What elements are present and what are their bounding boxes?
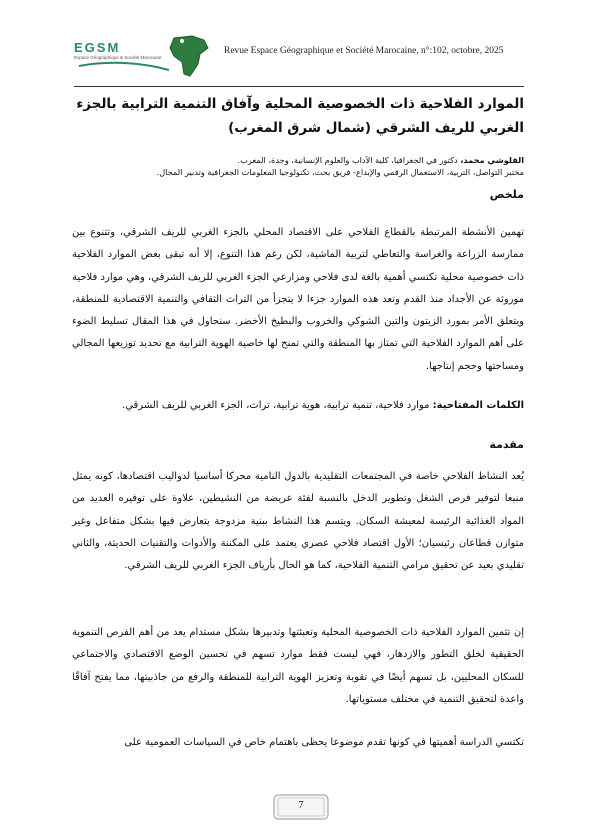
keywords [72, 400, 524, 411]
intro-paragraph-1: يُعد النشاط الفلاحي خاصة في المجتمعات التقليدية بالدول النامية محركا أساسيا لدواليب اقتصادها، كونه يمثل منبعا لتوفير فرص الشغل وتطوير الدخل بالنسبة لفئة عريضة من النشيطين، علاوة على توفيره العديد من المواد الغذائية الرئيسة لمعيشة السكان. ويتسم هذا النشاط ببنية مزدوجة يتعارض فيها بشكل متفاعل وغير متوازن قطاعان رئيسيان؛ الأول اقتصاد فلاحي عصري يعتمد على المكننة والأدوات والتقنيات الحديثة، والثاني تقليدي بعيد عن تحقيق مرامي التنمية الفلاحية، كما هو الحال بأرياف الجزء الغربي للريف الشرقي. [72, 471, 524, 572]
keywords-label: الكلمات المفتاحية: [432, 400, 524, 411]
abstract-text: تهمين الأنشطة المرتبطة بالقطاع الفلاحي على الاقتصاد المحلي بالجزء الغربي للريف الشرقي، وتتنوع بين ممارسة الزراعة والغراسة والتعاطي لتربية الماشية، لكن رغم هذا التنوع، إلا أنه تبقى بعض الموارد الفلاحية ذات خصوصية محلية تكتسي أهمية بالغة لدى فلاحي ومزارعي الجزء الغربي للريف الشرقي، وهي موارد فلاحية موروثة عن الأجداد منذ القدم وتعد هذه الموارد جزءا لا يتجزأ من التراث الثقافي والتنمية الاقتصادية للمنطقة، ويتعلق الأمر بمورد الزيتون والتين الشوكي والخروب والبطيخ الأخضر. سنحاول في هذا المقال تسليط الضوء على أهم الموارد الفلاحية التي تمتاز بها المنطقة والتي تمنح لها خاصية الهوية الترابية مع تحديد توزيعها المجالي ومساحتها وحجم إنتاجها. [72, 227, 524, 372]
article-title: الموارد الفلاحية ذات الخصوصية المحلية وآفاق التنمية الترابية بالجزء الغربي للريف الشرقي (شمال شرق المغرب) [76, 96, 524, 136]
page-header [74, 24, 524, 86]
journal-logo [74, 30, 219, 82]
logo-subtitle: Espace Géographique & Société Marocaine [74, 55, 162, 60]
author-lab: مختبر التواصل، التربية، الاستعمال الرقمي والإبداع- فريق بحث، تكنولوجيا المعلومات الجغرافية وتدبير المجال. [156, 167, 524, 177]
intro-heading: مقدمة [489, 438, 524, 451]
author-name: القلوشي محمد، [460, 155, 524, 165]
abstract-heading: ملخص [489, 188, 524, 201]
header-rule [74, 86, 524, 87]
logo-mark: EGSM [74, 40, 121, 55]
intro-paragraph-2: إن تثمين الموارد الفلاحية ذات الخصوصية المحلية وتعبئتها وتدبيرها بشكل مستدام يعد من أهم الفرص التنموية الحقيقية لخلق التطور والازدهار، فهي ليست فقط موارد تسهم في تحسين الوضع الاقتصادي والاجتماعي للسكان المحليين، بل تسهم أيضًا في تقوية وتعزيز الهوية الترابية للمنطقة والرفع من جاذبيتها، مما يفتح آفاقًا واعدة لتحقيق التنمية في مختلف مستوياتها. [72, 627, 524, 705]
page-number-box [272, 792, 330, 822]
author-affiliation: دكتور في الجغرافيا، كلية الآداب والعلوم الإنسانية، وجدة، المغرب. [237, 155, 461, 165]
page-number: 7 [298, 800, 304, 811]
africa-map-icon [74, 30, 219, 82]
keywords-text: موارد فلاحية، تنمية ترابية، هوية ترابية، تراث، الجزء الغربي للريف الشرقي. [122, 400, 433, 411]
author-block [72, 154, 524, 178]
intro-paragraph-3: تكتسي الدراسة أهميتها في كونها تقدم موضوعا يحظى باهتمام خاص في السياسات العمومية على [124, 737, 524, 748]
journal-citation: Revue Espace Géographique et Société Marocaine, n°:102, octobre, 2025 [224, 46, 504, 56]
